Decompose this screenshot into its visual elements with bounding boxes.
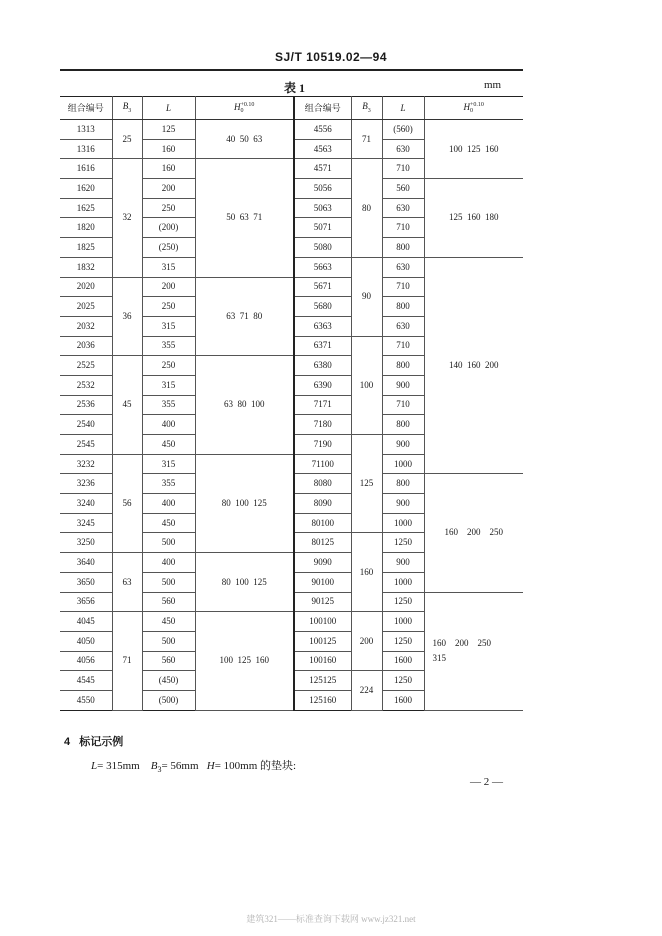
right-l-cell: 1250 — [382, 671, 424, 691]
left-l-cell: 315 — [142, 316, 195, 336]
right-code-cell: 8080 — [294, 474, 351, 494]
left-l-cell: 315 — [142, 454, 195, 474]
right-code-cell: 80100 — [294, 513, 351, 533]
header-rule — [60, 69, 523, 71]
right-h-extra-value: 315 — [432, 653, 446, 664]
left-l-cell: 125 — [142, 120, 195, 140]
right-l-cell: 1600 — [382, 690, 424, 710]
left-l-cell: 450 — [142, 513, 195, 533]
left-code-cell: 1825 — [60, 238, 112, 258]
left-l-cell: 450 — [142, 612, 195, 632]
right-code-cell: 90100 — [294, 572, 351, 592]
right-code-cell: 8090 — [294, 494, 351, 514]
left-h-cell: 100 125 160 — [195, 612, 294, 710]
left-b3-cell: 25 — [112, 120, 142, 159]
header-h-left: H+0.10 0 — [195, 97, 294, 120]
right-code-cell: 5671 — [294, 277, 351, 297]
header-l-right: L — [382, 97, 424, 120]
left-h-cell: 50 63 71 — [195, 159, 294, 277]
right-code-cell: 7190 — [294, 435, 351, 455]
right-h-cell: 100 125 160 — [424, 120, 523, 179]
left-code-cell: 4050 — [60, 631, 112, 651]
left-h-cell: 80 100 125 — [195, 553, 294, 612]
left-l-cell: 500 — [142, 572, 195, 592]
right-l-cell: 630 — [382, 316, 424, 336]
right-b3-cell: 160 — [351, 533, 382, 612]
right-code-cell: 5071 — [294, 218, 351, 238]
right-code-cell: 9090 — [294, 553, 351, 573]
left-l-cell: 250 — [142, 198, 195, 218]
left-code-cell: 3240 — [60, 494, 112, 514]
left-l-cell: 400 — [142, 553, 195, 573]
standard-number: SJ/T 10519.02—94 — [274, 50, 388, 64]
left-h-cell: 63 80 100 — [195, 356, 294, 454]
right-l-cell: (560) — [382, 120, 424, 140]
right-b3-cell: 200 — [351, 612, 382, 671]
section-heading — [64, 733, 123, 749]
left-code-cell: 4045 — [60, 612, 112, 632]
right-l-cell: 800 — [382, 474, 424, 494]
left-h-cell: 63 71 80 — [195, 277, 294, 356]
left-l-cell: (200) — [142, 218, 195, 238]
right-l-cell: 630 — [382, 257, 424, 277]
left-code-cell: 1820 — [60, 218, 112, 238]
left-h-cell: 40 50 63 — [195, 120, 294, 159]
right-l-cell: 710 — [382, 395, 424, 415]
left-b3-cell: 32 — [112, 159, 142, 277]
right-l-cell: 1000 — [382, 612, 424, 632]
right-code-cell: 125125 — [294, 671, 351, 691]
right-code-cell: 6390 — [294, 375, 351, 395]
section-title: 标记示例 — [79, 736, 124, 748]
left-code-cell: 1616 — [60, 159, 112, 179]
right-b3-cell: 125 — [351, 435, 382, 533]
right-code-cell: 5056 — [294, 179, 351, 199]
left-code-cell: 3650 — [60, 572, 112, 592]
table-unit: mm — [484, 79, 502, 91]
left-code-cell: 2020 — [60, 277, 112, 297]
right-l-cell: 1250 — [382, 631, 424, 651]
left-code-cell: 4550 — [60, 690, 112, 710]
left-l-cell: 250 — [142, 356, 195, 376]
left-h-cell: 80 100 125 — [195, 454, 294, 552]
right-b3-cell: 100 — [351, 336, 382, 434]
page-number: — 2 — — [470, 776, 503, 788]
header-l-left: L — [142, 97, 195, 120]
right-l-cell: 800 — [382, 238, 424, 258]
left-code-cell: 3656 — [60, 592, 112, 612]
right-l-cell: 1600 — [382, 651, 424, 671]
left-code-cell: 3236 — [60, 474, 112, 494]
left-code-cell: 4056 — [60, 651, 112, 671]
left-code-cell: 3250 — [60, 533, 112, 553]
right-l-cell: 800 — [382, 415, 424, 435]
right-l-cell: 900 — [382, 435, 424, 455]
right-l-cell: 800 — [382, 356, 424, 376]
left-l-cell: 200 — [142, 179, 195, 199]
right-h-values: 160 200 250 — [432, 638, 491, 649]
header-code-left: 组合编号 — [60, 97, 112, 120]
left-code-cell: 1620 — [60, 179, 112, 199]
right-l-cell: 710 — [382, 277, 424, 297]
right-h-cell — [424, 592, 523, 710]
left-code-cell: 2532 — [60, 375, 112, 395]
left-code-cell: 2032 — [60, 316, 112, 336]
right-code-cell: 5063 — [294, 198, 351, 218]
left-code-cell: 1313 — [60, 120, 112, 140]
right-code-cell: 6371 — [294, 336, 351, 356]
left-b3-cell: 36 — [112, 277, 142, 356]
right-l-cell: 1000 — [382, 454, 424, 474]
left-b3-cell: 71 — [112, 612, 142, 710]
left-l-cell: 200 — [142, 277, 195, 297]
left-code-cell: 2540 — [60, 415, 112, 435]
right-l-cell: 710 — [382, 159, 424, 179]
left-b3-cell: 45 — [112, 356, 142, 454]
right-l-cell: 710 — [382, 336, 424, 356]
right-l-cell: 1250 — [382, 533, 424, 553]
left-l-cell: 500 — [142, 631, 195, 651]
header-b3-left: $B_3$ — [112, 97, 142, 120]
right-b3-cell: 80 — [351, 159, 382, 257]
left-l-cell: (500) — [142, 690, 195, 710]
left-l-cell: 560 — [142, 651, 195, 671]
table-header-row — [60, 97, 523, 120]
right-code-cell: 4563 — [294, 139, 351, 159]
right-l-cell: 1250 — [382, 592, 424, 612]
left-code-cell: 4545 — [60, 671, 112, 691]
right-code-cell: 90125 — [294, 592, 351, 612]
left-l-cell: 560 — [142, 592, 195, 612]
right-h-cell: 160 200 250 — [424, 474, 523, 592]
right-l-cell: 900 — [382, 494, 424, 514]
dimension-table — [60, 96, 523, 711]
right-l-cell: 1000 — [382, 513, 424, 533]
left-code-cell: 1832 — [60, 257, 112, 277]
left-code-cell: 2525 — [60, 356, 112, 376]
right-code-cell: 7180 — [294, 415, 351, 435]
right-code-cell: 80125 — [294, 533, 351, 553]
left-l-cell: 160 — [142, 139, 195, 159]
right-code-cell: 5663 — [294, 257, 351, 277]
right-h-cell: 140 160 200 — [424, 257, 523, 474]
left-b3-cell: 56 — [112, 454, 142, 552]
left-code-cell: 2536 — [60, 395, 112, 415]
left-code-cell: 2025 — [60, 297, 112, 317]
left-code-cell: 1316 — [60, 139, 112, 159]
watermark-footer: 建筑321——标准查询下载网 www.jz321.net — [246, 914, 416, 924]
right-code-cell: 6380 — [294, 356, 351, 376]
left-l-cell: 400 — [142, 494, 195, 514]
right-code-cell: 5080 — [294, 238, 351, 258]
right-l-cell: 900 — [382, 375, 424, 395]
right-l-cell: 630 — [382, 139, 424, 159]
table-caption: 表 1 — [284, 81, 306, 95]
header-b3-right: $B_3$ — [351, 97, 382, 120]
left-l-cell: 315 — [142, 257, 195, 277]
left-code-cell: 2036 — [60, 336, 112, 356]
right-l-cell: 800 — [382, 297, 424, 317]
right-code-cell: 6363 — [294, 316, 351, 336]
right-code-cell: 100100 — [294, 612, 351, 632]
left-l-cell: (450) — [142, 671, 195, 691]
right-code-cell: 100125 — [294, 631, 351, 651]
right-code-cell: 4556 — [294, 120, 351, 140]
right-code-cell: 71100 — [294, 454, 351, 474]
right-l-cell: 1000 — [382, 572, 424, 592]
left-code-cell: 3245 — [60, 513, 112, 533]
left-code-cell: 2545 — [60, 435, 112, 455]
right-code-cell: 7171 — [294, 395, 351, 415]
header-h-right: H+0.10 0 — [424, 97, 523, 120]
section-number: 4 — [64, 736, 71, 748]
left-l-cell: 500 — [142, 533, 195, 553]
right-code-cell: 4571 — [294, 159, 351, 179]
marking-example: L= 315mm $B_3= 56mm$ H= 100mm 的垫块: — [91, 760, 297, 775]
right-b3-cell: 224 — [351, 671, 382, 710]
right-code-cell: 125160 — [294, 690, 351, 710]
right-l-cell: 560 — [382, 179, 424, 199]
left-l-cell: 160 — [142, 159, 195, 179]
left-b3-cell: 63 — [112, 553, 142, 612]
right-l-cell: 900 — [382, 553, 424, 573]
left-l-cell: 355 — [142, 474, 195, 494]
left-l-cell: 315 — [142, 375, 195, 395]
left-l-cell: (250) — [142, 238, 195, 258]
left-code-cell: 3640 — [60, 553, 112, 573]
right-code-cell: 100160 — [294, 651, 351, 671]
left-code-cell: 1625 — [60, 198, 112, 218]
left-l-cell: 400 — [142, 415, 195, 435]
left-l-cell: 355 — [142, 395, 195, 415]
left-l-cell: 450 — [142, 435, 195, 455]
right-b3-cell: 71 — [351, 120, 382, 159]
right-l-cell: 710 — [382, 218, 424, 238]
right-l-cell: 630 — [382, 198, 424, 218]
right-code-cell: 5680 — [294, 297, 351, 317]
right-h-cell: 125 160 180 — [424, 179, 523, 258]
table-row — [60, 120, 523, 140]
left-l-cell: 355 — [142, 336, 195, 356]
left-l-cell: 250 — [142, 297, 195, 317]
right-b3-cell: 90 — [351, 257, 382, 336]
header-code-right: 组合编号 — [294, 97, 351, 120]
left-code-cell: 3232 — [60, 454, 112, 474]
